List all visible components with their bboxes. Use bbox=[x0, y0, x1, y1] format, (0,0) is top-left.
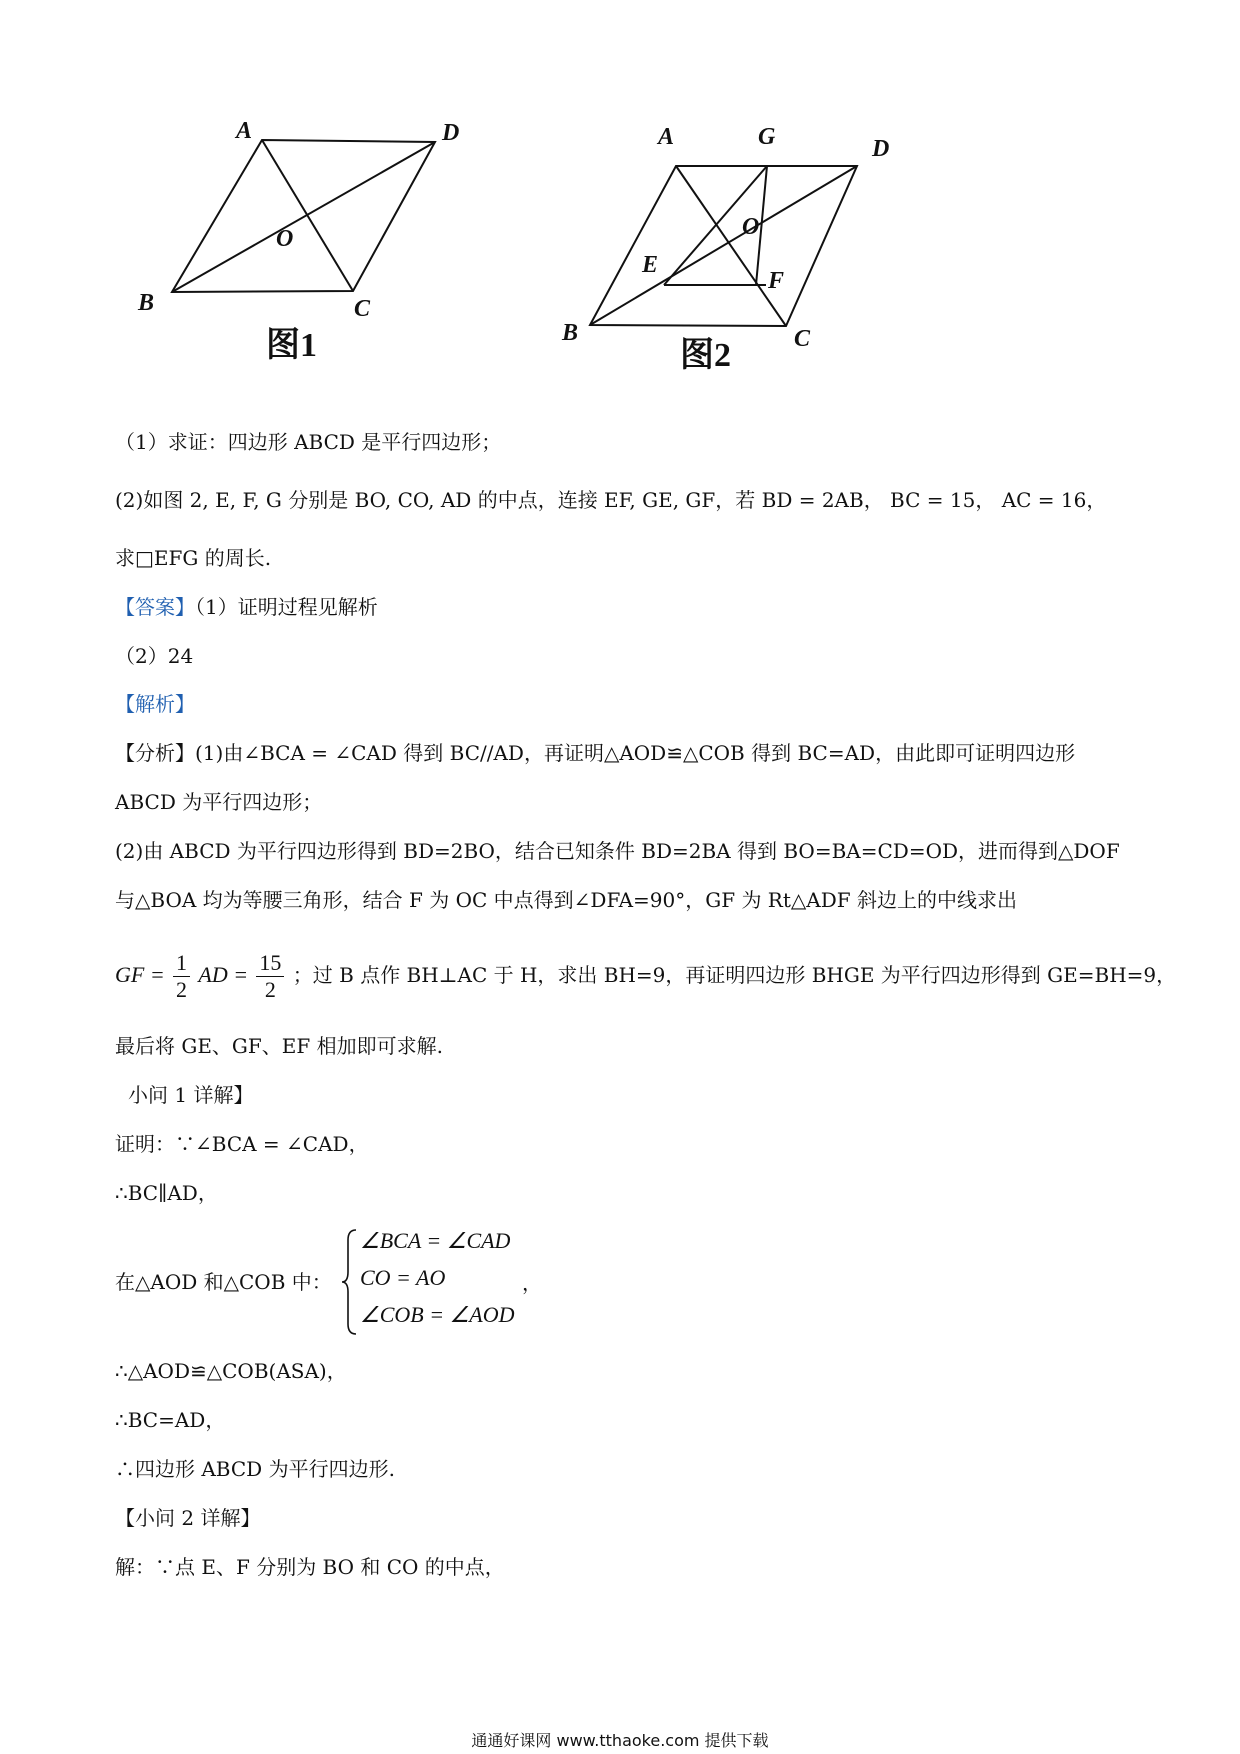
analysis-tag: 【解析】 bbox=[115, 692, 195, 716]
answer-tag: 【答案】 bbox=[115, 595, 195, 619]
fraction-15-2-num: 15 bbox=[256, 950, 284, 977]
analysis-line-3: (2)由 ABCD 为平行四边形得到 BD=2BO，结合已知条件 BD=2BA 得到 BO=BA=CD=OD，进而得到△DOF bbox=[115, 839, 1120, 863]
system-comma: ， bbox=[522, 1271, 542, 1295]
analysis-line-2: ABCD 为平行四边形； bbox=[115, 790, 323, 814]
figure-2-caption: 图2 bbox=[680, 337, 731, 374]
question-part-2-cont: 求□EFG 的周长. bbox=[115, 546, 272, 570]
fraction-15-2-den: 2 bbox=[264, 977, 276, 1002]
footer: 通通好课网 www.tthaoke.com 提供下载 bbox=[471, 1731, 769, 1750]
analysis-line-4: 与△BOA 均为等腰三角形，结合 F 为 OC 中点得到∠DFA=90°，GF 为 Rt△ADF 斜边上的中线求出 bbox=[115, 888, 1017, 912]
analysis-line-5 bbox=[115, 947, 1176, 1003]
analysis-head: 【分析】 bbox=[115, 741, 195, 765]
detail-1-step-1: 证明：∵∠BCA = ∠CAD， bbox=[115, 1132, 369, 1156]
left-brace-icon bbox=[340, 1228, 360, 1336]
label-f: F bbox=[768, 268, 785, 294]
detail-1-title: 小问 1 详解】 bbox=[128, 1083, 254, 1107]
fraction-half bbox=[173, 950, 190, 1003]
diagonal-bd-2 bbox=[590, 166, 857, 325]
detail-1-step-4: ∴△AOD≌△COB(ASA)， bbox=[115, 1359, 347, 1383]
answer-2: （2）24 bbox=[115, 644, 194, 668]
analysis-text-5: ；过 B 点作 BH⊥AC 于 H，求出 BH=9，再证明四边形 BHGE 为平行四边形得到 GE=BH=9， bbox=[292, 963, 1177, 987]
formula-gf: GF = bbox=[115, 962, 165, 987]
label-e: E bbox=[642, 252, 659, 278]
label-a: A bbox=[236, 118, 253, 144]
analysis-text-1: (1)由∠BCA = ∠CAD 得到 BC//AD，再证明△AOD≌△COB 得到 BC=AD，由此即可证明四边形 bbox=[195, 741, 1076, 765]
label-o: O bbox=[276, 226, 294, 252]
label-d: D bbox=[442, 120, 460, 146]
detail-1-step-6: ∴四边形 ABCD 为平行四边形. bbox=[115, 1457, 395, 1481]
label-b: B bbox=[138, 290, 155, 316]
answer-1: （1）证明过程见解析 bbox=[195, 595, 378, 619]
diagonal-bd bbox=[172, 142, 435, 292]
equation-system bbox=[340, 1228, 540, 1336]
system-row-3: ∠COB = ∠AOD bbox=[360, 1302, 515, 1327]
detail-1-step-2: ∴BC∥AD， bbox=[115, 1181, 218, 1205]
answer-line-1 bbox=[115, 592, 378, 622]
label-o-2: O bbox=[742, 214, 760, 240]
figure-1 bbox=[120, 110, 500, 390]
fraction-half-den: 2 bbox=[176, 977, 188, 1002]
label-g: G bbox=[758, 124, 776, 150]
fraction-15-2 bbox=[256, 950, 284, 1003]
label-a-2: A bbox=[658, 124, 675, 150]
diagonal-ac-2 bbox=[676, 166, 786, 326]
formula-ad: AD = bbox=[198, 962, 249, 987]
system-row-1: ∠BCA = ∠CAD bbox=[360, 1228, 511, 1253]
label-c-2: C bbox=[794, 326, 811, 352]
system-row-2: CO = AO bbox=[360, 1265, 446, 1290]
figure-1-caption: 图1 bbox=[266, 327, 317, 364]
question-part-1: （1）求证：四边形 ABCD 是平行四边形； bbox=[115, 430, 502, 454]
label-b-2: B bbox=[562, 320, 579, 346]
figure-2 bbox=[550, 110, 950, 390]
label-c: C bbox=[354, 296, 371, 322]
analysis-line-1 bbox=[115, 738, 1075, 768]
detail-1-step-5: ∴BC=AD， bbox=[115, 1408, 226, 1432]
detail-2-step-1: 解：∵点 E、F 分别为 BO 和 CO 的中点， bbox=[115, 1555, 505, 1579]
analysis-line-6: 最后将 GE、GF、EF 相加即可求解. bbox=[115, 1034, 443, 1058]
question-part-2: (2)如图 2, E, F, G 分别是 BO, CO, AD 的中点，连接 EF, GE, GF，若 BD = 2AB， BC = 15， AC = 16， bbox=[115, 488, 1107, 512]
detail-1-step-3: 在△AOD 和△COB 中： bbox=[115, 1270, 332, 1294]
detail-2-title: 【小问 2 详解】 bbox=[115, 1506, 261, 1530]
label-d-2: D bbox=[872, 136, 890, 162]
fraction-half-num: 1 bbox=[173, 950, 190, 977]
